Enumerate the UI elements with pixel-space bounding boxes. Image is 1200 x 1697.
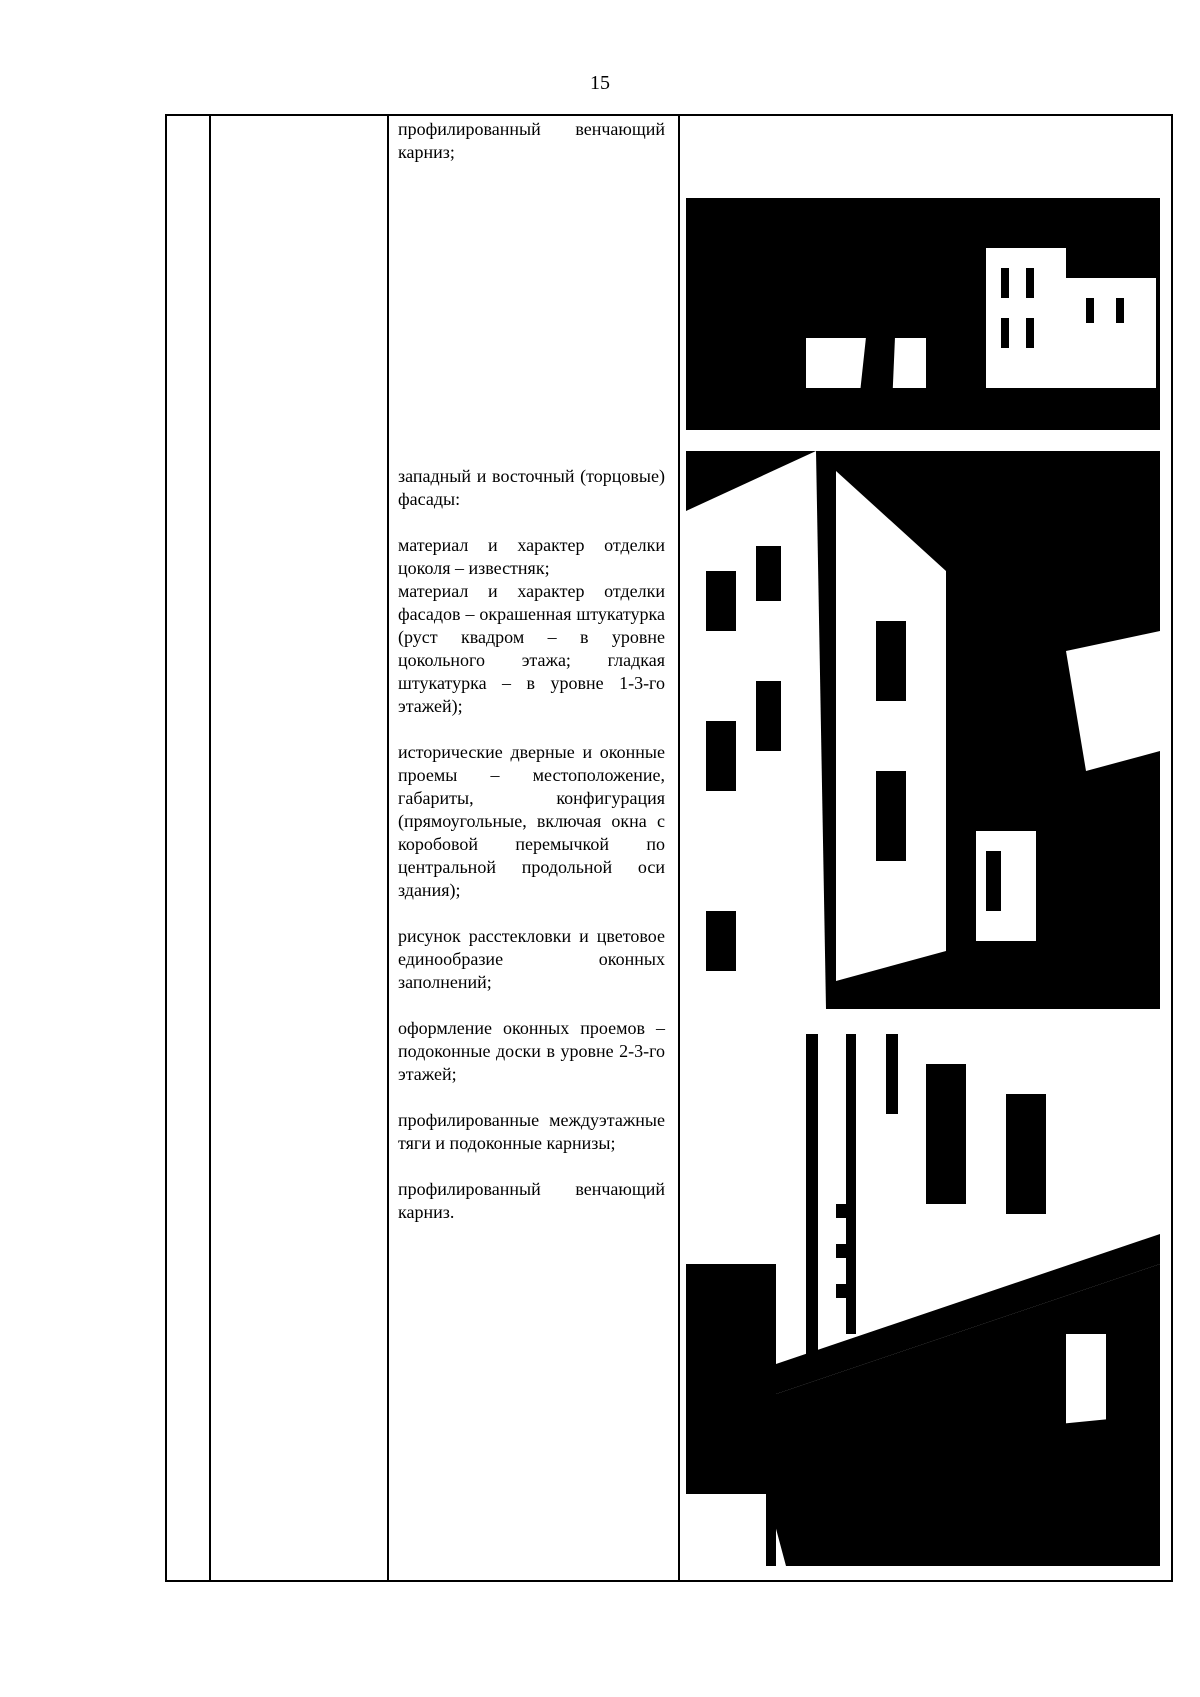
text-paragraph: западный и восточный (торцовые) фасады: [398,466,665,509]
facade-photo-3 [686,1034,1160,1566]
cell-text-top [398,118,665,164]
column-divider-1 [209,116,211,1580]
page-number: 15 [590,72,610,94]
text-paragraph: рисунок расстекловки и цветовое единообразие оконных заполнений; [398,926,665,992]
text-paragraph: профилированный венчающий карниз. [398,1179,665,1222]
column-divider-3 [678,116,680,1580]
text-paragraph: исторические дверные и оконные проемы – местоположение, габариты, конфигурация (прямоугольные, включая окна с коробовой перемычкой по центральной продольной оси здания); [398,742,665,900]
facade-photo-2 [686,451,1160,1009]
facade-photo-1 [686,138,1160,430]
column-divider-2 [387,116,389,1580]
text-paragraph: материал и характер отделки фасадов – окрашенная штукатурка (руст квадром – в уровне цокольного этажа; гладкая штукатурка – в уровне 1-3-го этажей); [398,581,665,716]
cell-text-facades [398,465,665,1224]
text-paragraph: профилированные междуэтажные тяги и подоконные карнизы; [398,1110,665,1153]
text-paragraph: материал и характер отделки цоколя – известняк; [398,535,665,578]
text-paragraph: оформление оконных проемов – подоконные доски в уровне 2-3-го этажей; [398,1018,665,1084]
text-paragraph: профилированный венчающий карниз; [398,119,665,162]
